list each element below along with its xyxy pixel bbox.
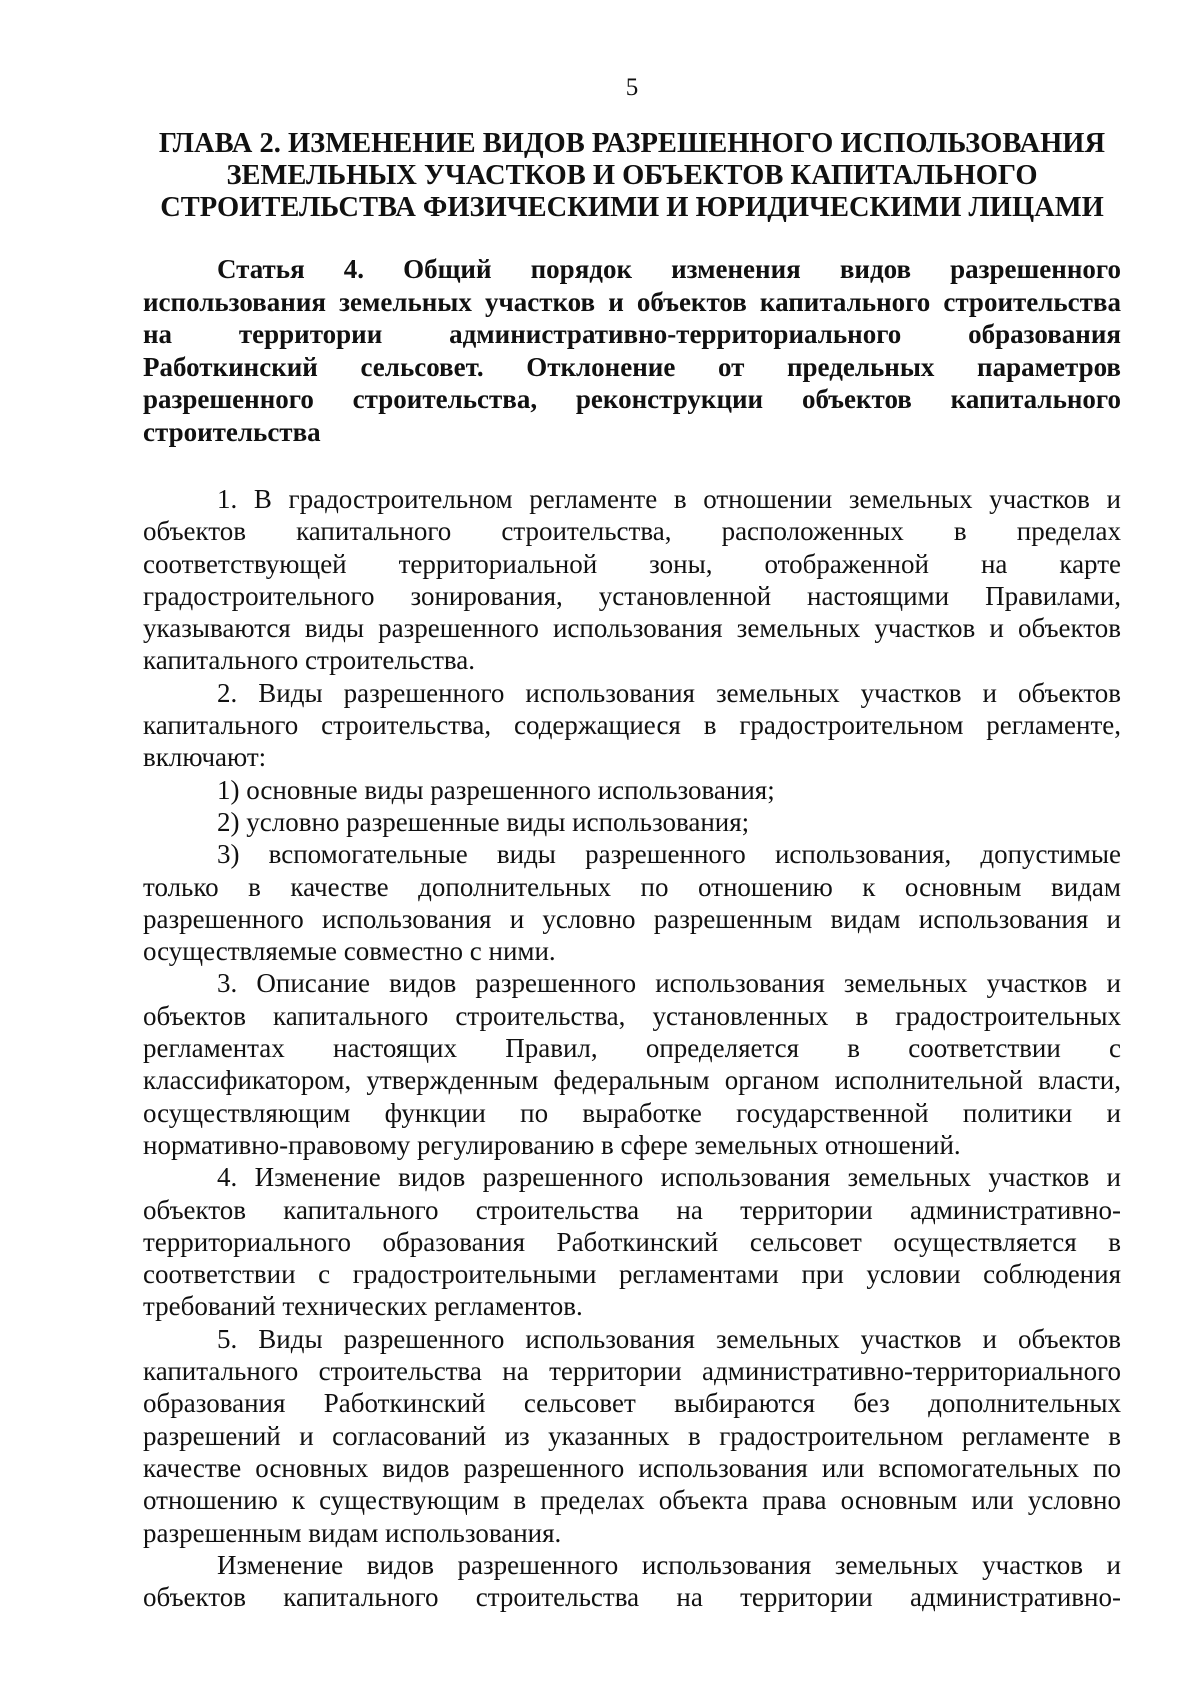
page-number: 5 <box>625 74 639 101</box>
paragraph-line: регламентах настоящих Правил, определяется в соответствии с <box>143 1033 1121 1064</box>
paragraph <box>143 677 1121 774</box>
paragraph-line: соответствующей территориальной зоны, отображенной на карте <box>143 548 1121 579</box>
article-title <box>143 253 1121 448</box>
paragraph <box>143 774 1121 806</box>
paragraph-line: капитального строительства, содержащиеся в градостроительном регламенте, <box>143 710 1121 741</box>
article-title-line: на территории административно-территориального образования <box>143 319 1121 349</box>
paragraph-line: 1. В градостроительном регламенте в отношении земельных участков и <box>217 484 1121 514</box>
paragraph-line: капитального строительства. <box>143 645 476 676</box>
paragraph-line: 3. Описание видов разрешенного использования земельных участков и <box>217 968 1121 999</box>
paragraph-line: образования Работкинский сельсовет выбираются без дополнительных <box>143 1388 1121 1419</box>
paragraph-line: нормативно-правовому регулированию в сфере земельных отношений. <box>143 1129 961 1160</box>
paragraph-line: 3) вспомогательные виды разрешенного использования, допустимые <box>217 839 1121 870</box>
paragraph-line: объектов капитального строительства на территории административно- <box>143 1582 1121 1613</box>
paragraph-line: требований технических регламентов. <box>143 1291 583 1322</box>
paragraph <box>143 1549 1121 1614</box>
paragraph-line: 2. Виды разрешенного использования земельных участков и объектов <box>217 677 1121 708</box>
chapter-title-line: СТРОИТЕЛЬСТВА ФИЗИЧЕСКИМИ И ЮРИДИЧЕСКИМИ ЛИЦАМИ <box>160 192 1104 223</box>
paragraph-line: качестве основных видов разрешенного использования или вспомогательных по <box>143 1452 1121 1483</box>
paragraph-line: объектов капитального строительства, установленных в градостроительных <box>143 1000 1121 1031</box>
paragraph-line: 5. Виды разрешенного использования земельных участков и объектов <box>217 1323 1121 1354</box>
paragraph <box>143 806 1121 838</box>
article-title-line: Работкинский сельсовет. Отклонение от предельных параметров <box>143 351 1121 382</box>
paragraph-line: разрешенного использования и условно разрешенным видам использования и <box>143 903 1121 934</box>
paragraph-line: соответствии с градостроительными регламентами при условии соблюдения <box>143 1259 1121 1290</box>
paragraph-line: разрешений и согласований из указанных в градостроительном регламенте в <box>143 1420 1121 1451</box>
article-title-line: Статья 4. Общий порядок изменения видов разрешенного <box>217 254 1121 284</box>
document-body <box>143 483 1121 1613</box>
paragraph <box>143 1161 1121 1322</box>
paragraph-line: объектов капитального строительства, расположенных в пределах <box>143 516 1121 547</box>
article-title-line: разрешенного строительства, реконструкции объектов капитального <box>143 384 1121 414</box>
paragraph-line: объектов капитального строительства на территории административно- <box>143 1194 1121 1225</box>
paragraph-line: только в качестве дополнительных по отношению к основным видам <box>143 871 1121 902</box>
paragraph <box>143 838 1121 967</box>
paragraph-line: градостроительного зонирования, установленной настоящими Правилами, <box>143 580 1121 611</box>
paragraph-line: осуществляющим функции по выработке государственной политики и <box>143 1097 1121 1128</box>
chapter-title-line: ЗЕМЕЛЬНЫХ УЧАСТКОВ И ОБЪЕКТОВ КАПИТАЛЬНОГО <box>226 160 1038 191</box>
paragraph-line: указываются виды разрешенного использования земельных участков и объектов <box>143 613 1121 644</box>
chapter-title-line: ГЛАВА 2. ИЗМЕНЕНИЕ ВИДОВ РАЗРЕШЕННОГО ИСПОЛЬЗОВАНИЯ <box>158 128 1106 159</box>
paragraph-line: осуществляемые совместно с ними. <box>143 936 556 967</box>
paragraph-line: 4. Изменение видов разрешенного использования земельных участков и <box>217 1162 1121 1193</box>
paragraph-line: 1) основные виды разрешенного использования; <box>217 774 775 805</box>
paragraph <box>143 967 1121 1161</box>
article-title-line: использования земельных участков и объектов капитального строительства <box>143 286 1121 317</box>
paragraph-line: отношению к существующим в пределах объекта права основным или условно <box>143 1485 1121 1516</box>
article-title-line: строительства <box>143 416 321 447</box>
paragraph-line: включают: <box>143 742 267 773</box>
paragraph-line: 2) условно разрешенные виды использования; <box>217 806 750 837</box>
paragraph-line: территориального образования Работкинский сельсовет осуществляется в <box>143 1226 1121 1257</box>
paragraph-line: классификатором, утвержденным федеральным органом исполнительной власти, <box>143 1065 1121 1096</box>
paragraph-line: Изменение видов разрешенного использования земельных участков и <box>217 1549 1121 1580</box>
paragraph <box>143 1323 1121 1549</box>
paragraph-line: капитального строительства на территории административно-территориального <box>143 1356 1121 1387</box>
paragraph-line: разрешенным видам использования. <box>143 1517 562 1548</box>
chapter-title <box>143 128 1121 224</box>
paragraph <box>143 483 1121 677</box>
